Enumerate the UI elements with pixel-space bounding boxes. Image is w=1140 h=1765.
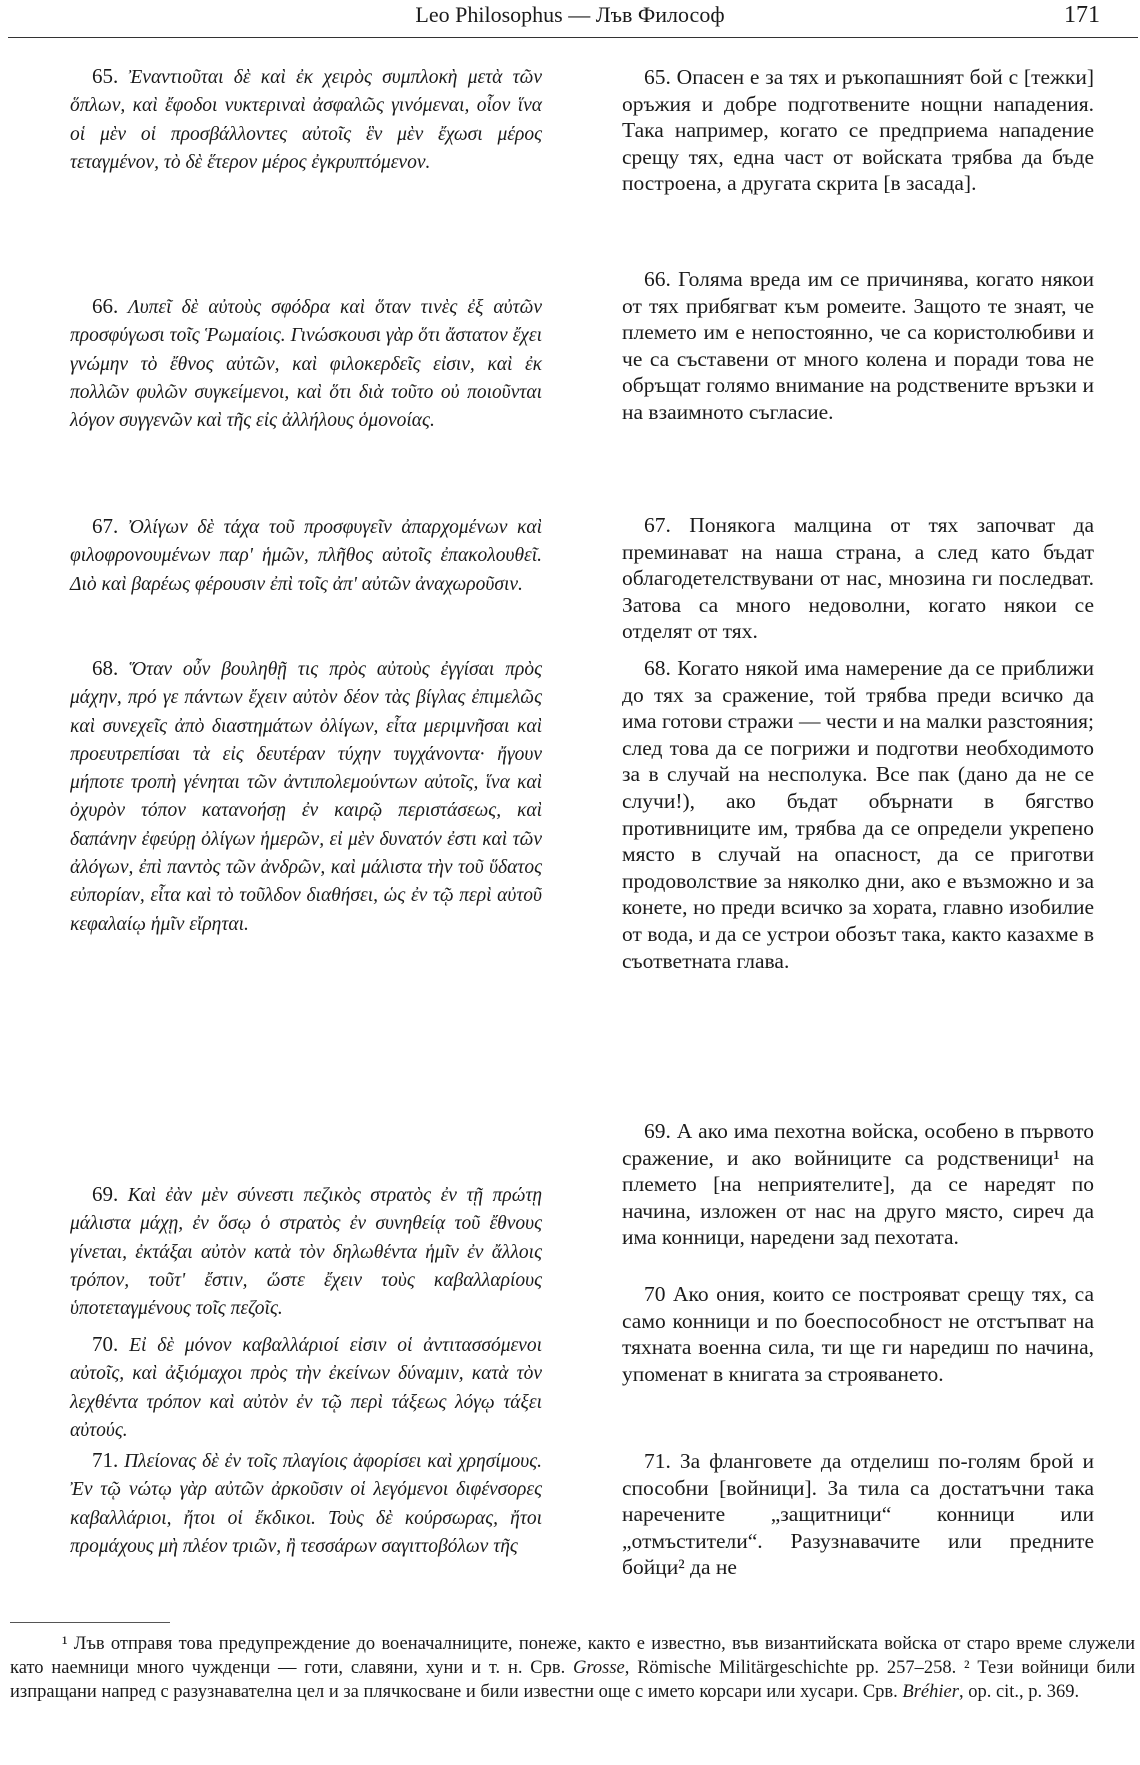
- paragraph-text: Πλείονας δὲ ἐν τοῖς πλαγίοις ἀφορίσει καὶ χρησίμους. Ἐν τῷ νώτῳ γὰρ αὐτῶν ἀρκοῦσιν οἱ λεγόμενοι διφένσορες καβαλλάριοι, ἤτοι οἱ ἔκδικοι. Τοὺς δὲ κούρσωρας, ἤτοι προμάχους μὴ πλέον τριῶν, ἢ τεσσάρων σαγιττοβόλων τῆς: [70, 1451, 542, 1557]
- page-number: 171: [1064, 2, 1100, 28]
- paragraph-number: 65.: [92, 64, 119, 88]
- paragraph-text: Ὅταν οὖν βουληθῇ τις πρὸς αὐτοὺς ἐγγίσαι πρὸς μάχην, πρό γε πάντων ἔχειν αὐτὸν δέον τὰς βίγλας ἐπιμελῶς καὶ συνεχεῖς ἀπὸ διαστημάτων ὀλίγων, εἶτα μεριμνῆσαι καὶ προευτρεπίσαι τὰ εἰς δευτέραν τύχην τυγχάνοντα· ἤγουν μήποτε τροπὴ γένηται τῶν ἀντιπολεμούντων αὐτοῖς, ἵνα καὶ ὀχυρὸν τόπον κατανοήσῃ ἐν καιρῷ περιστάσεως, καὶ δαπάνην ἐφεύρῃ ὀλίγων ἡμερῶν, εἰ μὲν δυνατόν ἐστι καὶ τῶν ἀλόγων, ἐπὶ παντὸς τῶν ἀνδρῶν, καὶ μάλιστα τὴν τοῦ ὕδατος εὐπορίαν, εἶτα καὶ τὸ τοῦλδον διαθήσει, ὡς ἐν τῷ περὶ αὐτοῦ κεφαλαίῳ ἡμῖν εἴρηται.: [70, 659, 543, 935]
- paragraph-text: Λυπεῖ δὲ αὐτοὺς σφόδρα καὶ ὅταν τινὲς ἐξ αὐτῶν προσφύγωσι τοῖς Ῥωμαίοις. Γινώσκουσι γὰρ ὅτι ἄστατον ἔχει γνώμην τὸ ἔθνος αὐτῶν, καὶ φιλοκερδεῖς εἰσιν, καὶ ἐκ πολλῶν φυλῶν συγκείμενοι, καὶ ὅτι διὰ τοῦτο οὐ ποιοῦνται λόγον συγγενῶν καὶ τῆς εἰς ἀλλήλους ὁμονοίας.: [70, 297, 543, 432]
- running-title: Leo Philosophus — Лъв Философ: [415, 2, 725, 27]
- greek-paragraph-69: [70, 1180, 542, 1323]
- paragraph-text: Καὶ ἐὰν μὲν σύνεστι πεζικὸς στρατὸς ἐν τῇ πρώτῃ μάλιστα μάχῃ, ἐν ὅσῳ ὁ στρατὸς ἐν συνηθείᾳ τοῦ ἔθνους γίνεται, ἐκτάξαι αὐτὸν κατὰ τὸν δηλωθέντα ἡμῖν ἐν ἄλλοις τρόπον, τοῦτ' ἔστιν, ὥστε ἔχειν τοὺς καβαλλαρίους ὑποτεταγμένους τοῖς πεζοῖς.: [70, 1185, 543, 1320]
- paragraph-text: За фланговете да отделиш по-голям брой и способни [войници]. За тила са достатъчни така наречените „защитници“ конници или „отмъстители“. Разузнавачите или предните бойци² да не: [622, 1449, 1095, 1580]
- paragraph-number: 68.: [92, 656, 119, 680]
- greek-paragraph-71: [70, 1446, 542, 1561]
- footnote-2-citation: , op. cit., p. 369.: [958, 1682, 1080, 1702]
- footnote-1-text: ¹ Лъв отправя това предупреждение до военачалниците, понеже, както е известно, във византийската войска от старо време служели като наемници много чужденци — готи, славяни, хуни и т. н. Срв.: [10, 1634, 1135, 1678]
- paragraph-text: Когато някой има намерение да се приближи до тях за сражение, той трябва преди всичко да има готови стражи — чести и на малки разстояния; след това да се погрижи и подготви необходимото за в случай на несполука. Все пак (дано да не се случи!), ако бъдат обърнати в бягство противниците им, трябва да се определи укрепено място в случай на опасност, да се приготви продоволствие за няколко дни, ако е възможно и за конете, но преди всичко за хората, главно изобилие от вода, и да се устрои обозът така, както казахме в съответната глава.: [622, 656, 1094, 973]
- page-header: [0, 2, 1140, 34]
- paragraph-text: Голяма вреда им се причинява, когато някои от тях прибягват към ромеите. Защото те знаят, че племето им е непостоянно, че са користолюбиви и че са съставени от много колена и поради това не обръщат голямо внимание на родствените връзки и на взаимното съгласие.: [622, 267, 1095, 424]
- greek-paragraph-68: [70, 654, 542, 939]
- paragraph-text: Опасен е за тях и ръкопашният бой с [тежки] оръжия и добре подготвените нощни нападения. Така например, когато се предприема нападение срещу тях, една част от войската трябва да бъде построена, а другата скрита [в засада].: [622, 65, 1094, 196]
- greek-paragraph-65: [70, 62, 542, 177]
- bulgarian-paragraph-66: [622, 266, 1094, 426]
- paragraph-number: 66.: [92, 294, 119, 318]
- paragraph-number: 65.: [644, 65, 671, 89]
- paragraph-number: 67.: [644, 513, 671, 537]
- greek-paragraph-70: [70, 1330, 542, 1445]
- paragraph-number: 70.: [92, 1332, 119, 1356]
- greek-paragraph-66: [70, 292, 542, 435]
- paragraph-number: 68.: [644, 656, 671, 680]
- footnote-1-citation: , Römische Militärgeschichte pp. 257–258.: [624, 1658, 964, 1678]
- paragraph-number: 66.: [644, 267, 671, 291]
- bulgarian-paragraph-71: [622, 1448, 1094, 1581]
- footnote-1-author: Grosse: [573, 1658, 625, 1678]
- header-rule: [8, 37, 1138, 38]
- footnote-2-text: ² Тези войници били изпращани напред с разузнавателна цел и за плячкосване и били известни още с името корсари или хусари. Срв.: [10, 1658, 1135, 1702]
- bulgarian-paragraph-69: [622, 1118, 1094, 1251]
- paragraph-text: Ἐναντιοῦται δὲ καὶ ἐκ χειρὸς συμπλοκὴ μετὰ τῶν ὅπλων, καὶ ἔφοδοι νυκτεριναὶ ἀσφαλῶς γινόμεναι, οἷον ἵνα οἱ μὲν οἱ προσβάλλοντες αὐτοῖς ἓν μὲν ἔχωσι μέρος τεταγμένον, τὸ δὲ ἕτερον μέρος ἐγκρυπτόμενον.: [70, 67, 542, 173]
- greek-paragraph-67: [70, 512, 542, 599]
- footnote-2-author: Bréhier: [902, 1682, 959, 1702]
- paragraph-text: Εἰ δὲ μόνον καβαλλάριοί εἰσιν οἱ ἀντιτασσόμενοι αὐτοῖς, καὶ ἀξιόμαχοι πρὸς τὴν ἐκείνων δύναμιν, κατὰ τὸν λεχθέντα τρόπον καὶ αὐτὸν ἐν τῷ περὶ τάξεως λόγῳ τάξει αὐτούς.: [70, 1335, 543, 1441]
- bulgarian-paragraph-65: [622, 64, 1094, 197]
- paragraph-text: Ὀλίγων δὲ τάχα τοῦ προσφυγεῖν ἀπαρχομένων καὶ φιλοφρονουμένων παρ' ἡμῶν, πλῆθος αὐτοῖς ἐπακολουθεῖ. Διὸ καὶ βαρέως φέρουσιν ἐπὶ τοῖς ἀπ' αὐτῶν ἀναχωροῦσιν.: [70, 517, 543, 595]
- paragraph-text: Ако ония, които се построяват срещу тях, са само конници и по боеспособност не отстъпват на тяхната военна сила, ти ще ги наредиш по начина, упоменат в книгата за строяването.: [622, 1282, 1094, 1386]
- bulgarian-paragraph-70: [622, 1281, 1094, 1387]
- footnotes: [10, 1632, 1135, 1704]
- paragraph-number: 69.: [644, 1119, 671, 1143]
- footnote-rule: [10, 1622, 170, 1623]
- bulgarian-paragraph-68: [622, 655, 1094, 974]
- paragraph-text: Понякога малцина от тях започват да преминават на наша страна, а след като бъдат облагодетелствувани от нас, мнозина ги последват. Затова са много недоволни, когато някои се отделят от тях.: [622, 513, 1094, 644]
- paragraph-number: 69.: [92, 1182, 119, 1206]
- paragraph-number: 70: [644, 1282, 666, 1306]
- bulgarian-paragraph-67: [622, 512, 1094, 645]
- paragraph-number: 67.: [92, 514, 119, 538]
- paragraph-text: А ако има пехотна войска, особено в първото сражение, и ако войниците са родственици¹ на племето [на неприятелите], да се наредят по начина, изложен от нас на друго място, сиреч да има конници, наредени зад пехотата.: [622, 1119, 1094, 1250]
- paragraph-number: 71.: [644, 1449, 671, 1473]
- paragraph-number: 71.: [92, 1448, 119, 1472]
